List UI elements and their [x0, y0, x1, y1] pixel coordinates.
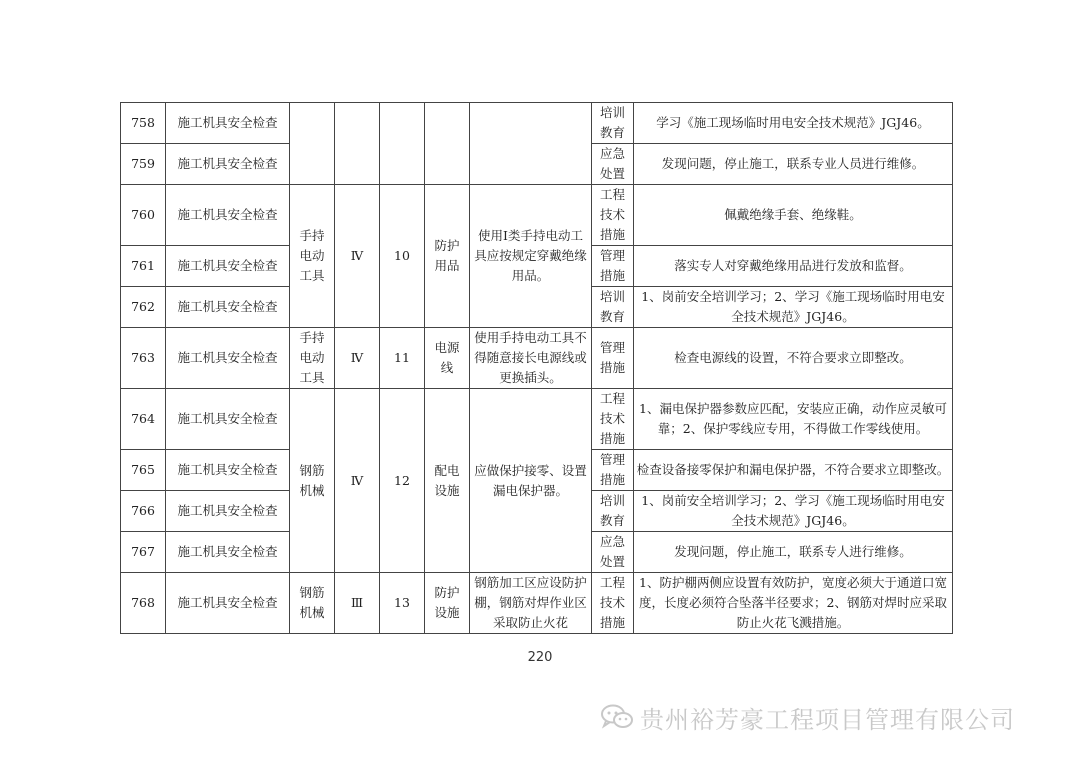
risk-level: Ⅲ [335, 573, 380, 634]
hazard-category: 防护 设施 [425, 573, 470, 634]
hazard-category: 电源 线 [425, 328, 470, 389]
table-row [121, 103, 953, 144]
check-name: 施工机具安全检查 [166, 450, 290, 491]
table-row [121, 389, 953, 450]
hazard-seq: 13 [380, 573, 425, 634]
control-type: 工程 技术 措施 [592, 389, 634, 450]
item-name: 钢筋 机械 [290, 573, 335, 634]
item-name: 钢筋 机械 [290, 389, 335, 573]
hazard-description: 钢筋加工区应设防护棚，钢筋对焊作业区采取防止火花 [470, 573, 592, 634]
control-type: 应急 处置 [592, 532, 634, 573]
control-measure: 发现问题，停止施工，联系专人进行维修。 [634, 532, 953, 573]
control-type: 管理 措施 [592, 246, 634, 287]
control-measure: 检查电源线的设置，不符合要求立即整改。 [634, 328, 953, 389]
hazard-seq: 11 [380, 328, 425, 389]
table-row [121, 573, 953, 634]
control-type: 应急 处置 [592, 144, 634, 185]
control-type: 管理 措施 [592, 328, 634, 389]
row-number: 765 [121, 450, 166, 491]
row-number: 767 [121, 532, 166, 573]
control-measure: 1、岗前安全培训学习；2、学习《施工现场临时用电安全技术规范》JGJ46。 [634, 491, 953, 532]
control-measure: 1、漏电保护器参数应匹配，安装应正确，动作应灵敏可靠；2、保护零线应专用，不得做工作零线使用。 [634, 389, 953, 450]
control-measure: 1、岗前安全培训学习；2、学习《施工现场临时用电安全技术规范》JGJ46。 [634, 287, 953, 328]
control-type: 培训 教育 [592, 491, 634, 532]
control-measure: 检查设备接零保护和漏电保护器，不符合要求立即整改。 [634, 450, 953, 491]
risk-level: Ⅳ [335, 389, 380, 573]
check-name: 施工机具安全检查 [166, 328, 290, 389]
row-number: 766 [121, 491, 166, 532]
control-measure: 落实专人对穿戴绝缘用品进行发放和监督。 [634, 246, 953, 287]
table-row [121, 185, 953, 246]
hazard-description: 使用手持电动工具不得随意接长电源线或更换插头。 [470, 328, 592, 389]
risk-level: Ⅳ [335, 185, 380, 328]
hazard-category: 防护 用品 [425, 185, 470, 328]
watermark [600, 700, 1015, 734]
row-number: 760 [121, 185, 166, 246]
row-number: 761 [121, 246, 166, 287]
control-measure: 佩戴绝缘手套、绝缘鞋。 [634, 185, 953, 246]
empty-cell [380, 103, 425, 185]
check-name: 施工机具安全检查 [166, 185, 290, 246]
hazard-seq: 12 [380, 389, 425, 573]
empty-cell [335, 103, 380, 185]
row-number: 763 [121, 328, 166, 389]
page-number: 220 [527, 650, 553, 665]
check-name: 施工机具安全检查 [166, 389, 290, 450]
check-name: 施工机具安全检查 [166, 532, 290, 573]
hazard-seq: 10 [380, 185, 425, 328]
control-type: 培训 教育 [592, 287, 634, 328]
control-type: 工程 技术 措施 [592, 573, 634, 634]
empty-cell [470, 103, 592, 185]
control-measure: 1、防护棚两侧应设置有效防护，宽度必须大于通道口宽度，长度必须符合坠落半径要求；2、钢筋对焊时应采取防止火花飞溅措施。 [634, 573, 953, 634]
empty-cell [425, 103, 470, 185]
control-measure: 学习《施工现场临时用电安全技术规范》JGJ46。 [634, 103, 953, 144]
item-name: 手持 电动 工具 [290, 185, 335, 328]
control-type: 工程 技术 措施 [592, 185, 634, 246]
control-type: 管理 措施 [592, 450, 634, 491]
row-number: 758 [121, 103, 166, 144]
check-name: 施工机具安全检查 [166, 103, 290, 144]
check-name: 施工机具安全检查 [166, 287, 290, 328]
row-number: 764 [121, 389, 166, 450]
row-number: 762 [121, 287, 166, 328]
check-name: 施工机具安全检查 [166, 573, 290, 634]
item-name: 手持 电动 工具 [290, 328, 335, 389]
empty-cell [290, 103, 335, 185]
hazard-description: 使用Ⅰ类手持电动工具应按规定穿戴绝缘用品。 [470, 185, 592, 328]
check-name: 施工机具安全检查 [166, 144, 290, 185]
watermark-text: 贵州裕芳豪工程项目管理有限公司 [640, 705, 1015, 734]
row-number: 759 [121, 144, 166, 185]
hazard-measure-table [120, 102, 953, 634]
table-row [121, 328, 953, 389]
check-name: 施工机具安全检查 [166, 491, 290, 532]
hazard-description: 应做保护接零、设置漏电保护器。 [470, 389, 592, 573]
control-measure: 发现问题，停止施工，联系专业人员进行维修。 [634, 144, 953, 185]
hazard-category: 配电 设施 [425, 389, 470, 573]
check-name: 施工机具安全检查 [166, 246, 290, 287]
wechat-icon [600, 703, 634, 731]
risk-level: Ⅳ [335, 328, 380, 389]
row-number: 768 [121, 573, 166, 634]
control-type: 培训 教育 [592, 103, 634, 144]
